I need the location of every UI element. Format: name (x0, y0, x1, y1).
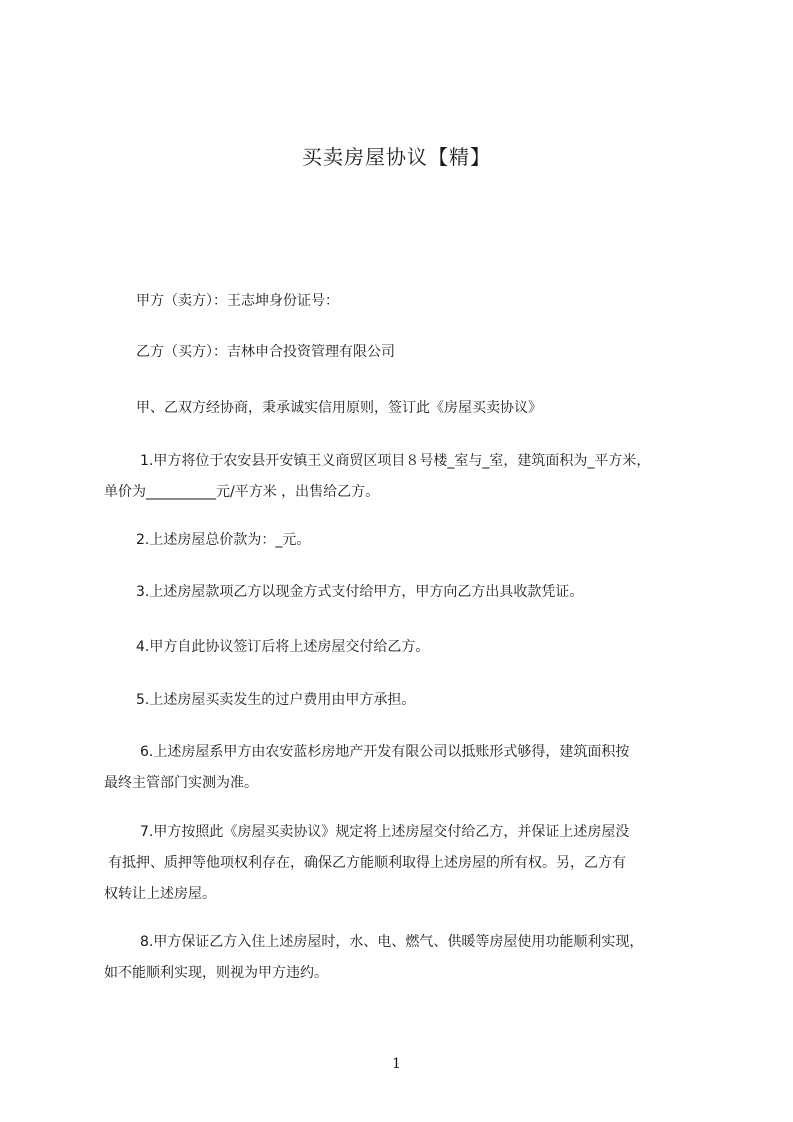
paragraph-line: 最终主管部门实测为准。 (104, 775, 258, 791)
clause-5 (136, 685, 415, 716)
clause-4 (136, 632, 429, 663)
paragraph-buyer (136, 337, 395, 368)
clause-7 (104, 817, 629, 910)
document-title: 买卖房屋协议【精】 (302, 145, 491, 169)
paragraph-line: 7.甲方按照此《房屋买卖协议》规定将上述房屋交付给乙方，并保证上述房屋没 (140, 824, 630, 840)
clause-6 (104, 737, 629, 799)
paragraph-line: 如不能顺利实现，则视为甲方违约。 (104, 965, 328, 981)
paragraph-line: 2.上述房屋总价款为：_元。 (136, 532, 311, 548)
paragraph-intro (136, 393, 542, 424)
clause-3 (136, 577, 583, 608)
paragraph-line: 权转让上述房屋。 (104, 886, 216, 902)
paragraph-line: 乙方（买方）：吉林申合投资管理有限公司 (136, 344, 395, 360)
paragraph-line: 有抵押、质押等他项权利存在，确保乙方能顺利取得上述房屋的所有权。另，乙方有 (108, 855, 626, 871)
paragraph-line: 1.甲方将位于农安县开安镇王义商贸区项目８号楼_室与_室，建筑面积为_平方米， (140, 453, 651, 469)
paragraph-seller (136, 286, 339, 317)
clause-1 (104, 446, 650, 508)
paragraph-line: 甲、乙双方经协商，秉承诚实信用原则，签订此《房屋买卖协议》 (136, 400, 542, 416)
paragraph-line: 6.上述房屋系甲方由农安蓝杉房地产开发有限公司以抵账形式够得，建筑面积按 (140, 744, 630, 760)
page-number: 1 (392, 1056, 401, 1072)
paragraph-line: 3.上述房屋款项乙方以现金方式支付给甲方，甲方向乙方出具收款凭证。 (136, 584, 584, 600)
paragraph-line: 甲方（卖方）：王志坤身份证号： (136, 293, 339, 309)
clause-8 (104, 927, 643, 989)
paragraph-line: 4.甲方自此协议签订后将上述房屋交付给乙方。 (136, 639, 430, 655)
clause-2 (136, 525, 310, 556)
paragraph-line: 8.甲方保证乙方入住上述房屋时，水、电、燃气、供暖等房屋使用功能顺利实现， (140, 934, 644, 950)
paragraph-line: 单价为__________元/平方米 ，出售给乙方。 (104, 484, 380, 500)
paragraph-line: 5.上述房屋买卖发生的过户费用由甲方承担。 (136, 692, 416, 708)
